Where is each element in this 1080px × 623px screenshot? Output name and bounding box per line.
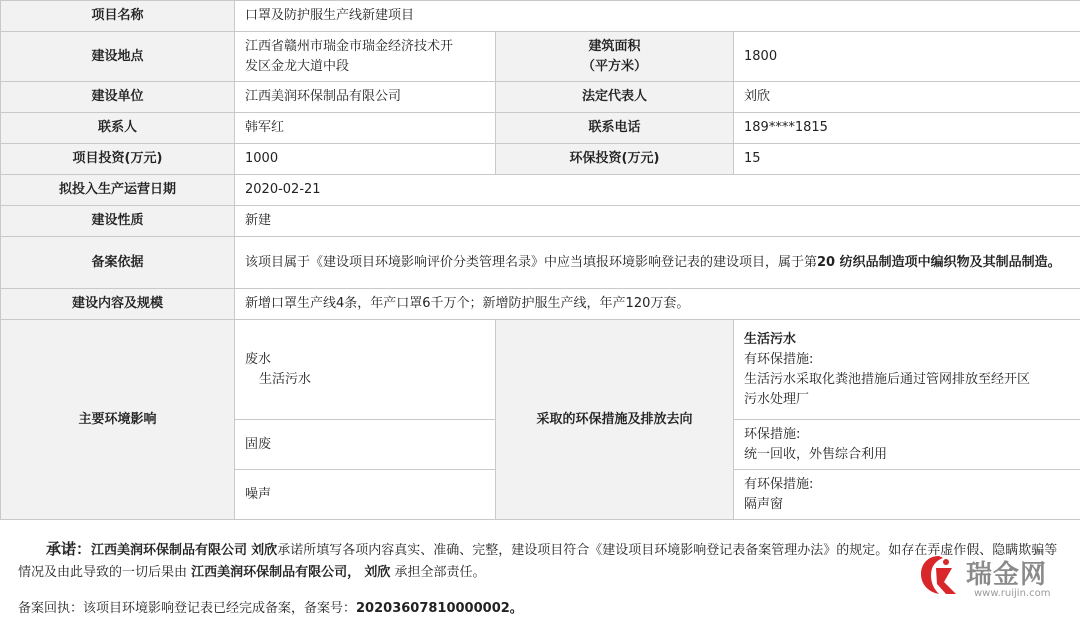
label-project-name: 项目名称 xyxy=(1,1,235,32)
measure-wastewater-line3: 污水处理厂 xyxy=(744,391,810,407)
value-scale: 新增口罩生产线4条，年产口罩6千万个；新增防护服生产线，年产120万套。 xyxy=(235,289,1080,320)
row-scale xyxy=(1,289,1080,320)
label-main-impact: 主要环境影响 xyxy=(1,320,235,520)
impact-wastewater-title: 废水 xyxy=(245,351,272,367)
measure-wastewater-line2: 生活污水采取化粪池措施后通过管网排放至经开区 xyxy=(744,371,1031,387)
receipt xyxy=(18,597,523,616)
label-contact: 联系人 xyxy=(1,113,235,144)
promise-person: 刘欣 xyxy=(251,543,278,558)
promise-head: 承诺： xyxy=(46,540,92,558)
row-nature xyxy=(1,206,1080,237)
promise-person2: 刘欣 xyxy=(364,565,391,580)
label-measures: 采取的环保措施及排放去向 xyxy=(496,320,734,520)
promise-company: 江西美润环保制品有限公司 xyxy=(91,543,248,558)
measure-noise-line2: 隔声窗 xyxy=(744,496,784,512)
value-project-name: 口罩及防护服生产线新建项目 xyxy=(235,1,1080,32)
promise-tail: 承担全部责任。 xyxy=(394,565,486,580)
value-investment: 1000 xyxy=(235,144,496,175)
measure-noise-line1: 有环保措施: xyxy=(744,476,814,492)
measure-wastewater-line1: 有环保措施: xyxy=(744,351,814,367)
value-nature: 新建 xyxy=(235,206,1080,237)
value-phone: 189****1815 xyxy=(734,113,1080,144)
value-location xyxy=(235,32,496,82)
measure-wastewater-title: 生活污水 xyxy=(744,331,797,347)
measure-solid-line1: 环保措施: xyxy=(744,426,801,442)
impact-wastewater xyxy=(235,320,496,420)
value-unit: 江西美润环保制品有限公司 xyxy=(235,82,496,113)
value-basis-text: 该项目属于《建设项目环境影响评价分类管理名录》中应当填报环境影响登记表的建设项目，属于第 xyxy=(245,254,818,270)
row-location xyxy=(1,32,1080,82)
row-basis xyxy=(1,237,1080,289)
row-operation-date xyxy=(1,175,1080,206)
label-nature: 建设性质 xyxy=(1,206,235,237)
watermark-name: 瑞金网 xyxy=(966,560,1048,590)
label-phone: 联系电话 xyxy=(496,113,734,144)
value-location-line1: 江西省赣州市瑞金市瑞金经济技术开 xyxy=(245,38,454,54)
value-env-investment: 15 xyxy=(734,144,1080,175)
label-legal-rep: 法定代表人 xyxy=(496,82,734,113)
measure-solid-line2: 统一回收，外售综合利用 xyxy=(744,446,888,462)
measure-solid xyxy=(734,420,1080,470)
row-contact xyxy=(1,113,1080,144)
value-basis-category: 20 纺织品制造项中编织物及其制品制造。 xyxy=(817,254,1061,270)
row-investment xyxy=(1,144,1080,175)
receipt-number: 20203607810000002。 xyxy=(356,601,523,616)
promise-body: 承诺所填写各项内容真实、准确、完整，建设项目符合《建设项目环境影响登记表备案管理办法》的规定。如存在弄虚作假、隐瞒欺骗等情况及由此导致的一切后果由 xyxy=(18,543,1058,580)
label-floor-area xyxy=(496,32,734,82)
label-floor-area-line1: 建筑面积 xyxy=(588,38,641,54)
impact-wastewater-sub: 生活污水 xyxy=(259,371,312,387)
value-floor-area: 1800 xyxy=(734,32,1080,82)
receipt-text: 备案回执：该项目环境影响登记表已经完成备案，备案号： xyxy=(18,601,357,616)
watermark-url: www.ruijin.com xyxy=(974,588,1051,599)
promise-text xyxy=(18,538,1068,584)
watermark xyxy=(916,552,1066,608)
promise-company2: 江西美润环保制品有限公司， xyxy=(191,565,361,580)
value-contact: 韩军红 xyxy=(235,113,496,144)
ruijin-logo-icon xyxy=(916,552,962,598)
label-env-investment: 环保投资(万元) xyxy=(496,144,734,175)
impact-noise: 噪声 xyxy=(235,470,496,520)
measure-noise xyxy=(734,470,1080,520)
value-operation-date: 2020-02-21 xyxy=(235,175,1080,206)
row-project-name xyxy=(1,1,1080,32)
row-impact-wastewater xyxy=(1,320,1080,420)
value-legal-rep: 刘欣 xyxy=(734,82,1080,113)
label-floor-area-line2: （平方米） xyxy=(581,58,647,74)
label-scale: 建设内容及规模 xyxy=(1,289,235,320)
label-investment: 项目投资(万元) xyxy=(1,144,235,175)
row-unit xyxy=(1,82,1080,113)
label-basis: 备案依据 xyxy=(1,237,235,289)
label-unit: 建设单位 xyxy=(1,82,235,113)
measure-wastewater xyxy=(734,320,1080,420)
label-operation-date: 拟投入生产运营日期 xyxy=(1,175,235,206)
impact-solid: 固废 xyxy=(235,420,496,470)
label-location: 建设地点 xyxy=(1,32,235,82)
value-basis xyxy=(235,237,1080,289)
value-location-line2: 发区金龙大道中段 xyxy=(245,58,350,74)
